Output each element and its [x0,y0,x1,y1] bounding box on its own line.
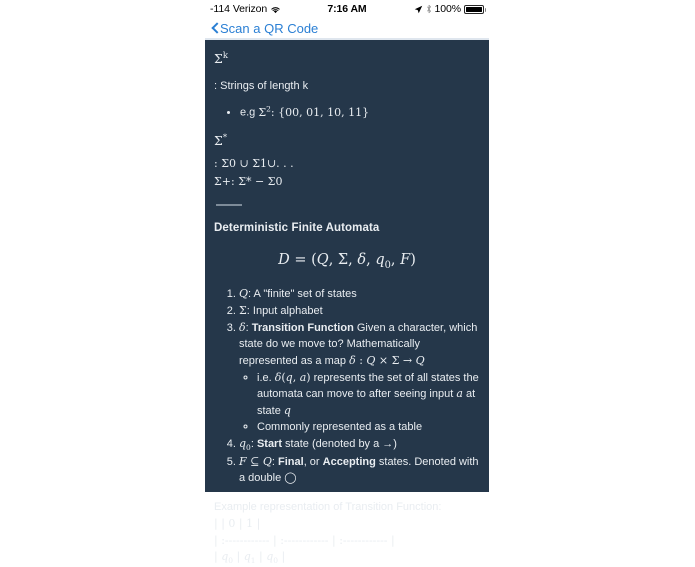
section-title: Deterministic Finite Automata [214,221,380,234]
example-sigma-exponent: 2 [266,104,271,114]
item-label: Start [256,438,282,451]
list-item: ◦ Commonly represented as a table [257,420,480,436]
item-label: Final [278,456,304,469]
item-label: Transition Function [251,321,354,334]
location-arrow-icon [414,5,423,14]
transition-table-row: | | 0 | 1 | [214,517,261,531]
sigma-star-symbol: Σ [214,132,223,148]
item-symbol: Q [239,286,249,300]
example-sigma-symbol: Σ [258,105,267,119]
strings-of-length-k-line: : Strings of length k [214,80,309,93]
navigation-bar [205,18,489,38]
example-prefix: e.g [240,106,259,119]
sigma-star-exponent: * [222,132,228,143]
transition-subitem-list [239,370,480,437]
double-circle-icon: ◯ [284,472,297,485]
list-item [240,104,480,122]
item-symbol: δ [239,320,246,334]
list-item: 5. F ⊆ Q: Final, or Accepting states. Denoted with a double ◯ [239,454,480,487]
sigma-k-heading [214,50,480,68]
example-heading: Example representation of Transition Function: [214,501,442,514]
list-item [239,286,480,303]
sigma-union-text: : Σ0 ∪ Σ1∪. . . [214,157,294,171]
status-bar [205,0,489,18]
sigma-star-heading [214,132,480,150]
markdown-content-panel[interactable] [205,40,489,566]
list-item [239,303,480,320]
dfa-display-equation: D = (Q, Σ, δ, $q_0$, F) [278,251,416,271]
item-symbol: Σ [239,303,247,317]
carrier-signal-value: -114 [210,3,230,15]
list-item: 4. $q_0$: Start state (denoted by a →) [239,436,480,454]
sigma-union-line [214,156,480,172]
dfa-component-list [214,286,480,487]
back-button-label: Scan a QR Code [220,20,319,36]
item-text: : A "finite" set of states [248,287,357,300]
chevron-left-icon [211,22,218,34]
transition-table-separator: | :------------ | :------------ | :------------ | [214,533,395,547]
example-set-value: {00, 01, 10, 11} [278,105,370,119]
back-button[interactable] [211,21,318,36]
sigma-plus-line [214,174,480,190]
battery-percent: 100% [434,3,461,15]
status-bar-clock: 7:16 AM [327,3,367,15]
list-item: 3. δ: Transition Function Given a character, which state do we move to? Mathematically represented as a map δ : Q × Σ → Q ◦ i.e. δ(q, a) represents the set of all states the automata can move to after seeing input a at state q ◦ Commonly represented as a table [239,320,480,437]
sigma-k-exponent: k [222,51,228,61]
sigma-symbol: Σ [214,51,223,67]
status-bar-right [367,3,484,15]
transition-table-values: | $q_0$ | $q_1$ | $q_0$ | [214,550,286,566]
horizontal-rule [216,204,242,206]
list-item: ◦ i.e. δ(q, a) represents the set of all states the automata can move to after seeing input a at state q [257,370,480,421]
item-text: : Input alphabet [246,304,323,317]
status-bar-left [210,3,327,15]
phone-screen [205,0,489,566]
example-colon: : [270,105,279,119]
example-bullet-list [214,104,480,122]
carrier-name: Verizon [232,3,268,15]
bluetooth-icon [426,4,432,14]
battery-full-icon [464,5,484,14]
sigma-plus-text: Σ+: Σ* − Σ0 [214,175,283,189]
wifi-icon [270,5,281,14]
item-label-alt: Accepting [322,456,376,469]
